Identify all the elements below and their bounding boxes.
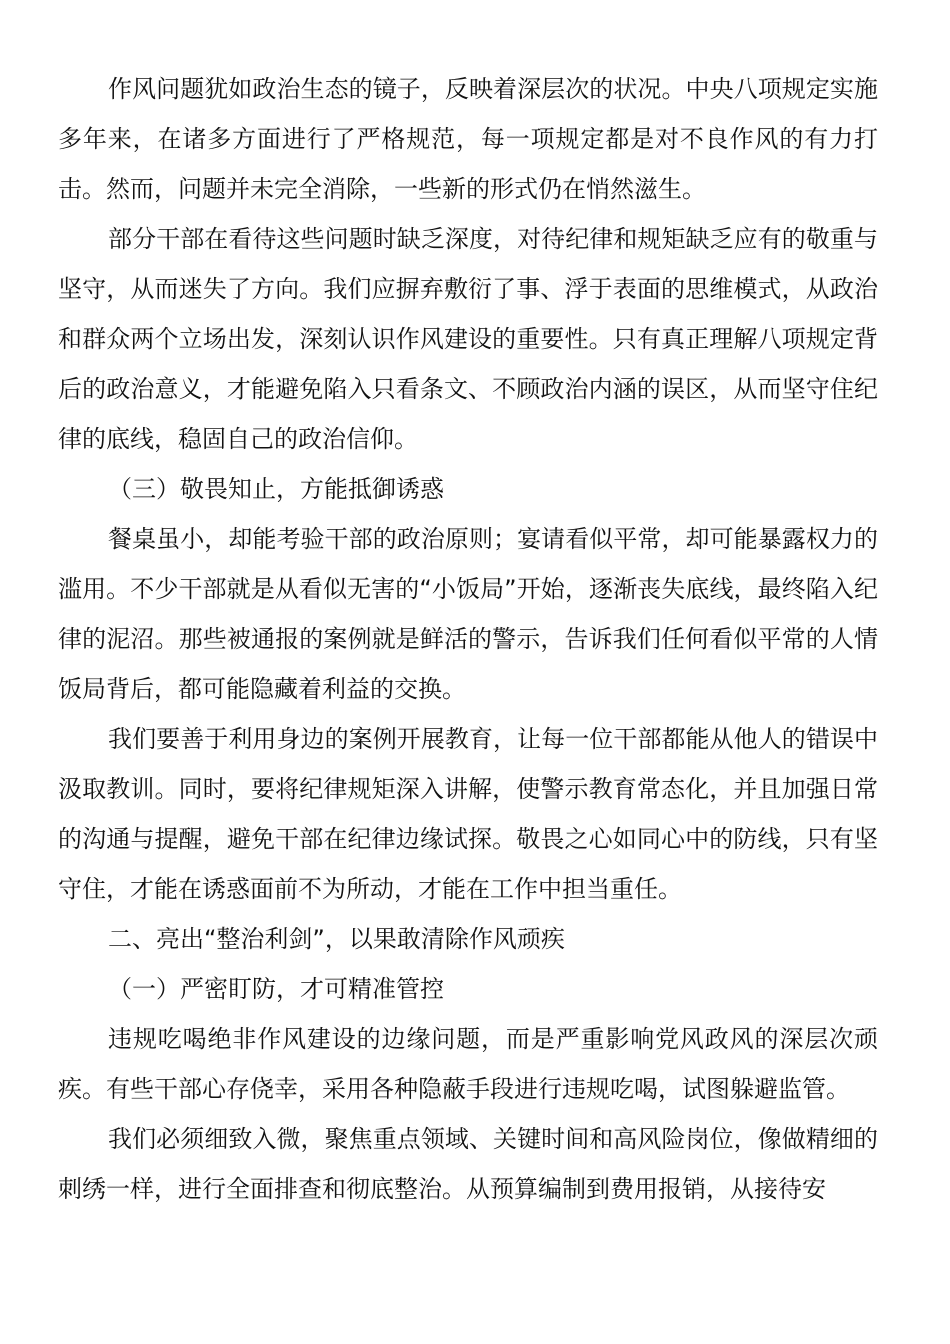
section-heading-3: （三）敬畏知止，方能抵御诱惑 <box>108 475 444 503</box>
paragraph-case-education: 我们要善于利用身边的案例开展教育，让每一位干部都能从他人的错误中汲取教训。同时，要将纪律规矩深入讲解，使警示教育常态化，并且加强日常的沟通与提醒，避免干部在纪律边缘试探。敬畏之心如同心中的防线，只有坚守住，才能在诱惑面前不为所动，才能在工作中担当重任。 <box>58 725 878 903</box>
paragraph-violations: 违规吃喝绝非作风建设的边缘问题，而是严重影响党风政风的深层次顽疾。有些干部心存侥幸，采用各种隐蔽手段进行违规吃喝，试图躲避监管。 <box>58 1025 878 1103</box>
paragraph-intro: 作风问题犹如政治生态的镜子，反映着深层次的状况。中央八项规定实施多年来，在诸多方面进行了严格规范，每一项规定都是对不良作风的有力打击。然而，问题并未完全消除，一些新的形式仍在悄然滋生。 <box>58 75 878 203</box>
paragraph-inspection: 我们必须细致入微，聚焦重点领域、关键时间和高风险岗位，像做精细的刺绣一样，进行全面排查和彻底整治。从预算编制到费用报销，从接待安 <box>58 1125 878 1203</box>
section-heading-1: （一）严密盯防，才可精准管控 <box>108 975 444 1003</box>
document-body <box>58 64 878 1214</box>
paragraph-dining-table: 餐桌虽小，却能考验干部的政治原则；宴请看似平常，却可能暴露权力的滥用。不少干部就是从看似无害的“小饭局”开始，逐渐丧失底线，最终陷入纪律的泥沼。那些被通报的案例就是鲜活的警示，告诉我们任何看似平常的人情饭局背后，都可能隐藏着利益的交换。 <box>58 525 878 703</box>
paragraph-cadres-depth: 部分干部在看待这些问题时缺乏深度，对待纪律和规矩缺乏应有的敬重与坚守，从而迷失了方向。我们应摒弃敷衍了事、浮于表面的思维模式，从政治和群众两个立场出发，深刻认识作风建设的重要性。只有真正理解八项规定背后的政治意义，才能避免陷入只看条文、不顾政治内涵的误区，从而坚守住纪律的底线，稳固自己的政治信仰。 <box>58 225 878 453</box>
chapter-heading-2: 二、亮出“整治利剑”，以果敢清除作风顽疾 <box>108 925 565 953</box>
